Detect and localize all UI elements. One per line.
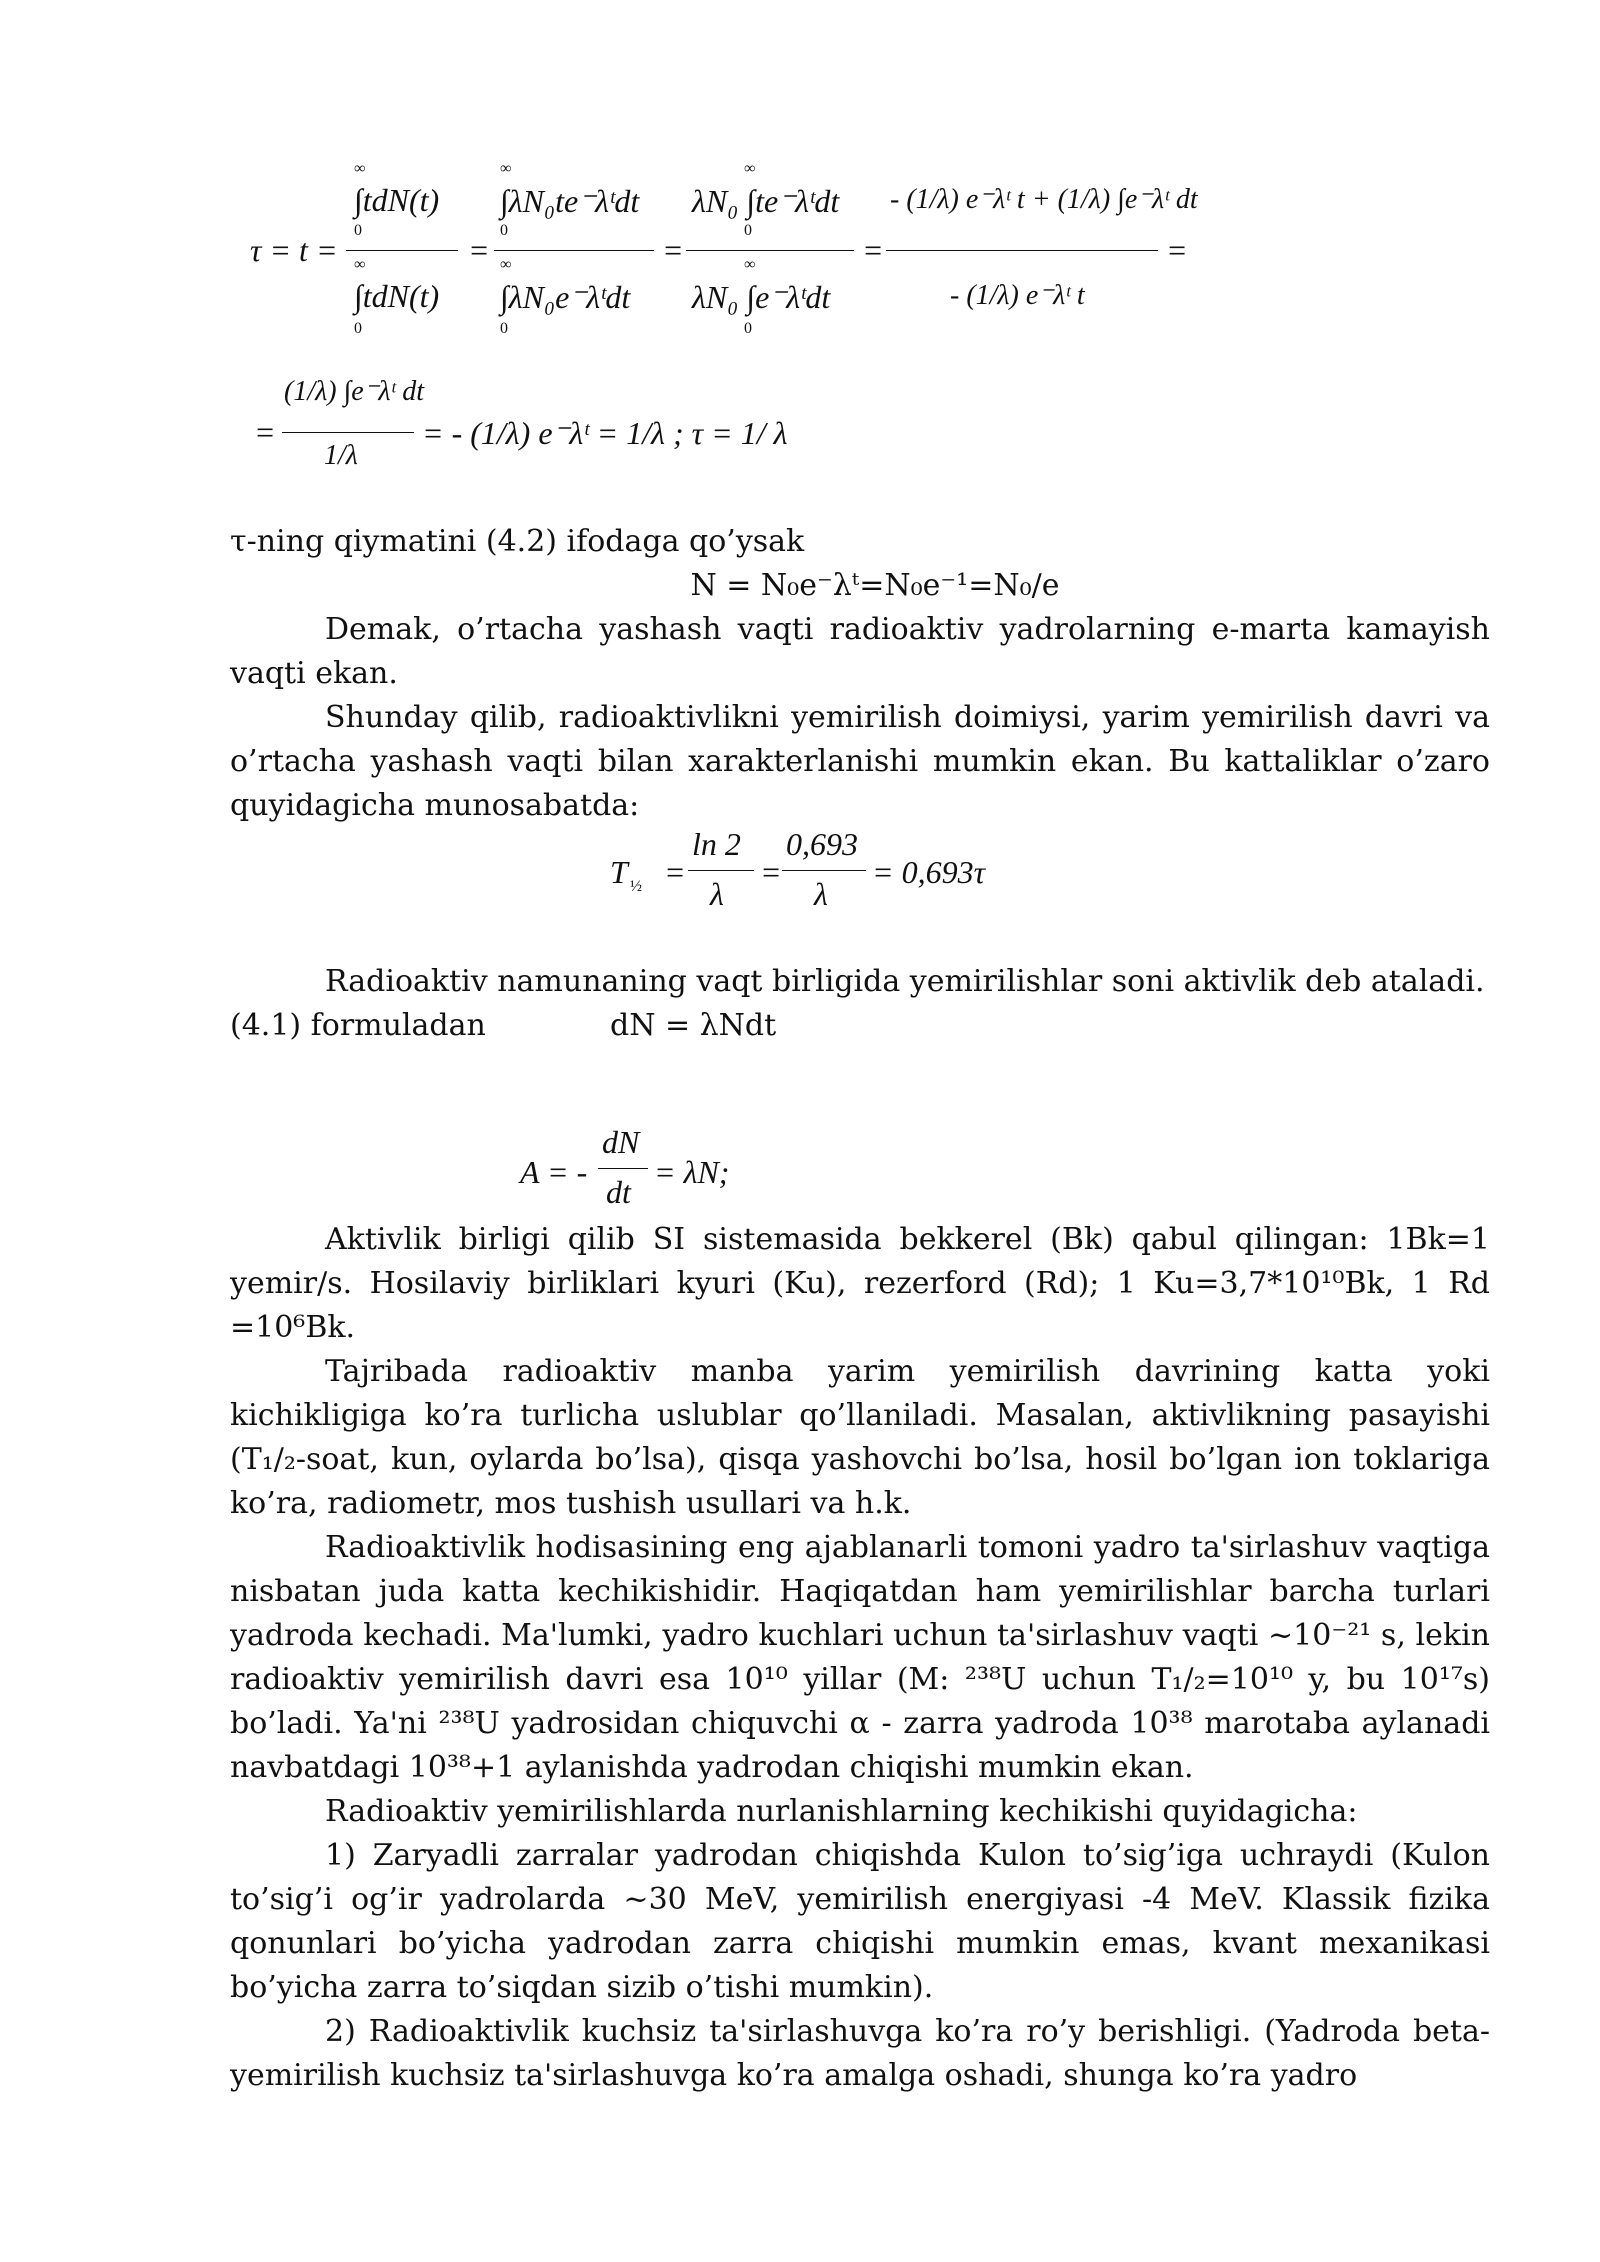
fraction-1-denominator: ∫tdN(t)	[354, 278, 440, 314]
fraction-ln2-bar	[688, 870, 754, 871]
paragraph-7: Radioaktivlik hodisasining eng ajablanarli tomoni yadro ta'sirlashuv vaqtiga nisbatan juda katta kechikishidir. Haqiqatdan ham yemirilishlar barcha turlari yadroda kechadi. Ma'lumki, yadro kuchlari uchun ta'sirlashuv vaqti ~10⁻²¹ s, lekin radioaktiv yemirilish davri esa 10¹⁰ yillar (M: ²³⁸U uchun T₁/₂=10¹⁰ y, bu 10¹⁷s) bo’ladi. Ya'ni ²³⁸U yadrosidan chiquvchi α - zarra yadroda 10³⁸ marotaba aylanadi navbatdagi 10³⁸+1 aylanishda yadrodan chiqishi mumkin ekan.	[230, 1530, 1490, 1785]
intro-line: τ-ning qiymatini (4.2) ifodaga qo’ysak	[230, 524, 805, 559]
paragraph-10: 2) Radioaktivlik kuchsiz ta'sirlashuvga ko’ra ro’y berishligi. (Yadroda beta-yemirilish kuchsiz ta'sirlashuvga ko’ra amalga oshadi, shunga ko’ra yadro	[230, 2014, 1490, 2093]
fraction-3-numerator: λN₀ ∫te⁻λᵗdt	[692, 183, 840, 219]
paragraph-1: Demak, o’rtacha yashash vaqti radioaktiv yadrolarning e-marta kamayish vaqti ekan.	[230, 612, 1490, 691]
limit-lower: 0	[744, 320, 752, 337]
equals: =	[760, 854, 782, 890]
fraction-0693-bar	[782, 870, 866, 871]
paragraph-5: Aktivlik birligi qilib SI sistemasida bekkerel (Bk) qabul qilingan: 1Bk=1 yemir/s. Hosilaviy birliklari kyuri (Ku), rezerford (Rd); 1 Ku=3,7*10¹⁰Bk, 1 Rd =10⁶Bk.	[230, 1222, 1490, 1345]
activity-lhs: A = -	[520, 1154, 588, 1190]
activity-denominator: dt	[606, 1174, 631, 1210]
activity-rhs: = λN;	[654, 1154, 730, 1190]
fraction-2-bar	[494, 250, 654, 251]
paragraph-3: Radioaktiv namunaning vaqt birligida yemirilishlar soni aktivlik deb ataladi.	[325, 964, 1485, 999]
body-text-3	[230, 1218, 1490, 2098]
limit-lower: 0	[500, 320, 508, 337]
activity-numerator: dN	[602, 1124, 640, 1160]
fraction-3-denominator: λN₀ ∫e⁻λᵗdt	[692, 279, 831, 315]
equals: =	[1166, 232, 1188, 268]
formula-dN: dN = λNdt	[610, 1008, 777, 1043]
equals: =	[662, 232, 684, 268]
equals: =	[664, 854, 686, 890]
paragraph-4	[230, 1004, 1490, 1048]
fraction-4-denominator: - (1/λ) e⁻λᵗ t	[950, 280, 1085, 311]
fraction-0693-numerator: 0,693	[786, 826, 858, 862]
activity-bar	[598, 1168, 648, 1169]
body-text	[230, 520, 1490, 828]
formula-N: N = N₀e⁻λᵗ=N₀e⁻¹=N₀/e	[690, 568, 1060, 603]
half-life-symbol: T	[610, 854, 628, 890]
fraction-ln2-numerator: ln 2	[692, 826, 741, 862]
fraction-2-numerator: ∫λN₀te⁻λᵗdt	[500, 183, 640, 219]
fraction-ln2-denominator: λ	[710, 876, 724, 912]
fraction-1-numerator: ∫tdN(t)	[354, 182, 440, 218]
fraction-5-bar	[282, 432, 414, 433]
fraction-5-numerator: (1/λ) ∫e⁻λᵗ dt	[284, 376, 425, 407]
fraction-1-bar	[346, 250, 458, 251]
fraction-3-bar	[686, 250, 854, 251]
formula-label: (4.1) formuladan	[230, 1008, 486, 1043]
fraction-4-bar	[886, 250, 1158, 251]
limit-upper: ∞	[354, 256, 366, 273]
fraction-4-numerator: - (1/λ) e⁻λᵗ t + (1/λ) ∫e⁻λᵗ dt	[890, 184, 1198, 215]
paragraph-6: Tajribada radioaktiv manba yarim yemirilish davrining katta yoki kichikligiga ko’ra turlicha uslublar qo’llaniladi. Masalan, aktivlikning pasayishi (T₁/₂-soat, kun, oylarda bo’lsa), qisqa yashovchi bo’lsa, hosil bo’lgan ion toklariga ko’ra, radiometr, mos tushish usullari va h.k.	[230, 1354, 1490, 1521]
equals: =	[468, 232, 490, 268]
fraction-5-denominator: 1/λ	[324, 440, 358, 471]
limit-upper: ∞	[744, 256, 756, 273]
body-text-2	[230, 960, 1490, 1048]
limit-lower: 0	[744, 222, 752, 239]
limit-upper: ∞	[354, 160, 366, 177]
limit-upper: ∞	[500, 160, 512, 177]
equals: =	[862, 232, 884, 268]
limit-lower: 0	[354, 222, 362, 239]
paragraph-2: Shunday qilib, radioaktivlikni yemirilish doimiysi, yarim yemirilish davri va o’rtacha yashash vaqti bilan xarakterlanishi mumkin ekan. Bu kattaliklar o’zaro quyidagicha munosabatda:	[230, 700, 1490, 823]
half-life-result: = 0,693τ	[872, 854, 986, 890]
half-life-subscript: ½	[630, 878, 642, 895]
paragraph-9: 1) Zaryadli zarralar yadrodan chiqishda Kulon to’sig’iga uchraydi (Kulon to’sig’i og’ir yadrolarda ~30 MeV, yemirilish energiyasi -4 MeV. Klassik fizika qonunlari bo’yicha yadrodan zarra chiqishi mumkin emas, kvant mexanikasi bo’yicha zarra to’siqdan sizib o’tishi mumkin).	[230, 1838, 1490, 2005]
limit-upper: ∞	[744, 160, 756, 177]
limit-upper: ∞	[500, 256, 512, 273]
fraction-0693-denominator: λ	[814, 876, 828, 912]
formula-tau-result: = - (1/λ) e⁻λᵗ = 1/λ ; τ = 1/ λ	[422, 415, 788, 451]
limit-lower: 0	[354, 320, 362, 337]
equals: =	[254, 414, 276, 450]
formula-tau-lhs: τ = t =	[250, 232, 338, 268]
limit-lower: 0	[500, 222, 508, 239]
paragraph-8: Radioaktiv yemirilishlarda nurlanishlarning kechikishi quyidagicha:	[325, 1794, 1358, 1829]
fraction-2-denominator: ∫λN₀e⁻λᵗdt	[500, 279, 631, 315]
